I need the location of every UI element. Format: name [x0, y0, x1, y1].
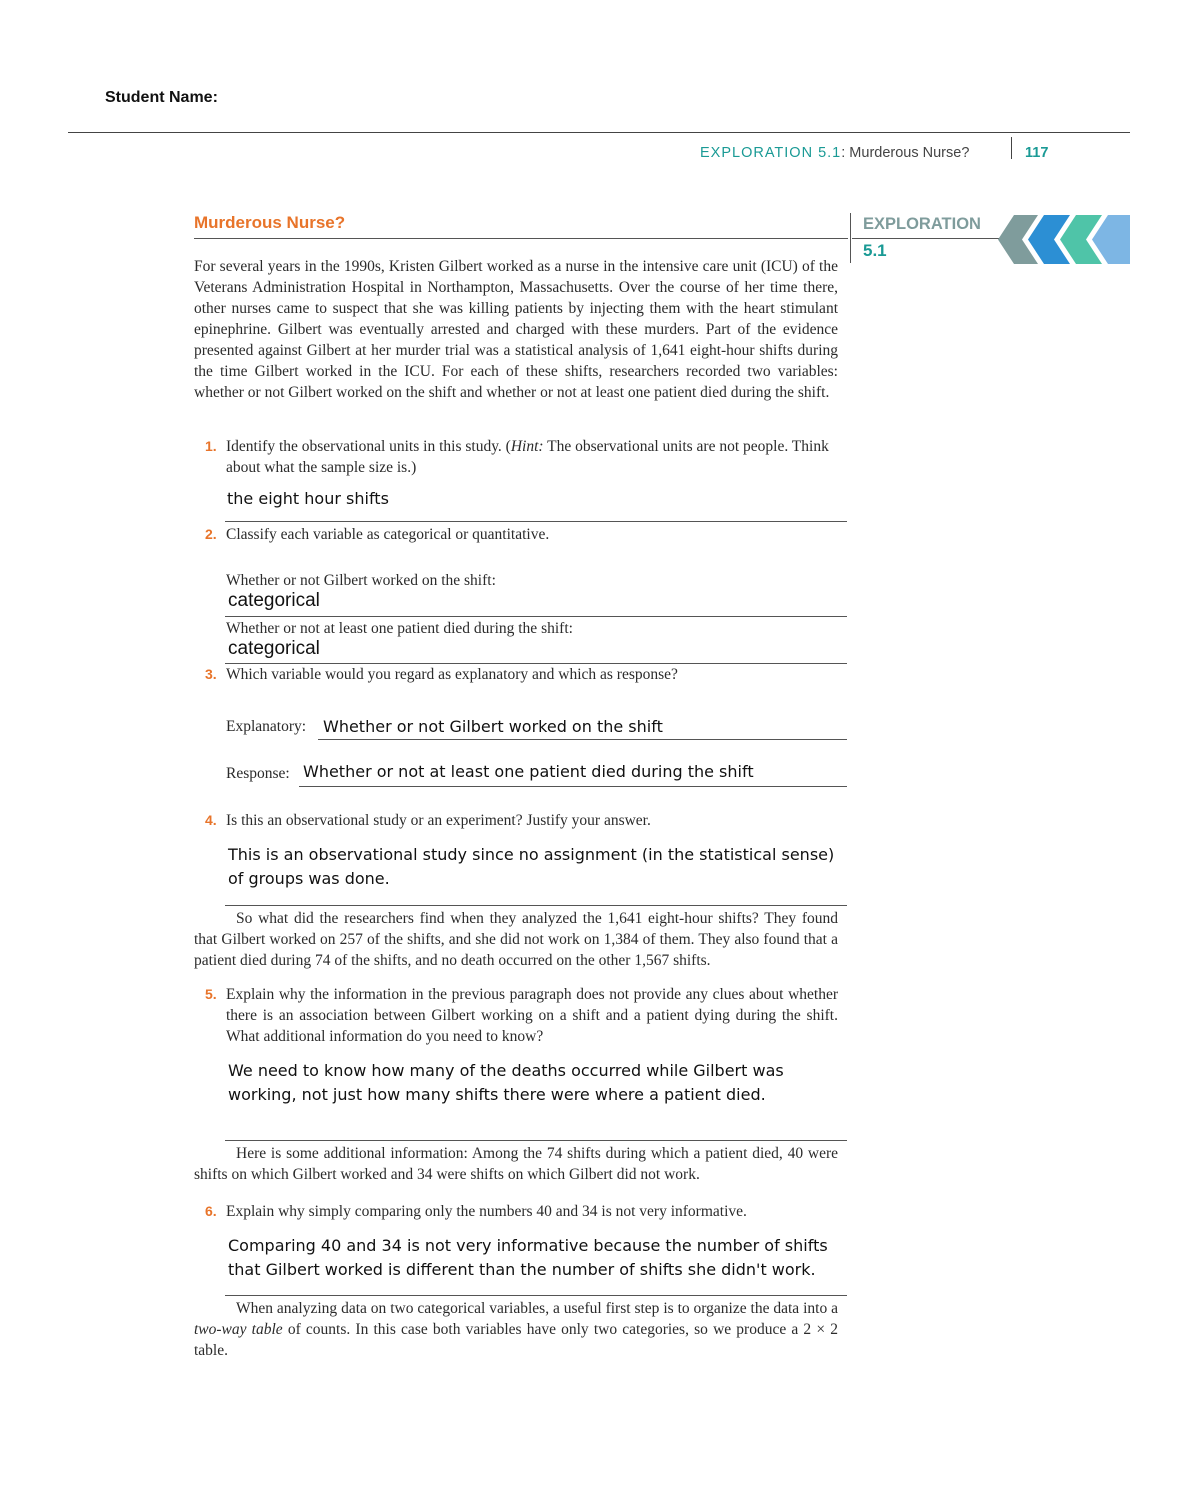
response-answer-field[interactable]: Whether or not at least one patient died during the shift — [303, 762, 754, 781]
var2-label: Whether or not at least one patient died during the shift: — [226, 620, 573, 637]
question-2-number: 2. — [205, 526, 217, 542]
question-3-text: Which variable would you regard as explanatory and which as response? — [226, 666, 678, 683]
var2-answer-field[interactable]: categorical — [228, 638, 320, 659]
running-head-divider — [1011, 137, 1012, 159]
chevron-lightblue-icon — [1092, 215, 1130, 264]
question-1-text-a: Identify the observational units in this study. ( — [226, 438, 511, 455]
answer-6-field[interactable]: Comparing 40 and 34 is not very informative because the number of shifts that Gilbert worked is different than the number of shifts she didn't work. — [228, 1236, 828, 1279]
answer-4-field[interactable]: This is an observational study since no assignment (in the statistical sense) of groups was done. — [228, 845, 835, 888]
explanatory-label: Explanatory: — [226, 718, 307, 735]
question-5-text: Explain why the information in the previous paragraph does not provide any clues about whether there is an association between Gilbert working on a shift and a patient dying during the shift. What additional information do you need to know? — [226, 986, 838, 1045]
running-head-prefix: EXPLORATION 5.1 — [700, 145, 842, 161]
var1-answer-field[interactable]: categorical — [228, 590, 320, 611]
question-6-text: Explain why simply comparing only the numbers 40 and 34 is not very informative. — [226, 1203, 747, 1220]
question-2-text: Classify each variable as categorical or quantitative. — [226, 526, 550, 543]
findings-paragraph: So what did the researchers find when they analyzed the 1,641 eight-hour shifts? They found that Gilbert worked on 257 of the shifts, and she did not work on 1,384 of them. They also found that a patient died during 74 of the shifts, and no death occurred on the other 1,567 shifts. — [194, 910, 838, 969]
student-name-label: Student Name: — [105, 89, 218, 106]
answer-6-line — [225, 1295, 847, 1296]
answer-1-field[interactable]: the eight hour shifts — [227, 489, 389, 508]
var1-label: Whether or not Gilbert worked on the shift: — [226, 572, 496, 589]
question-1-text — [226, 436, 845, 478]
two-way-table-paragraph — [194, 1298, 838, 1361]
answer-5-line — [225, 1140, 847, 1141]
question-1-hint: Hint: — [510, 438, 544, 455]
answer-1-line — [225, 521, 847, 522]
page-number: 117 — [1025, 145, 1049, 161]
explanatory-answer-field[interactable]: Whether or not Gilbert worked on the shift — [323, 717, 663, 736]
additional-info-paragraph: Here is some additional information: Among the 74 shifts during which a patient died, 40 were shifts on which Gilbert worked and 34 were shifts on which Gilbert did not work. — [194, 1145, 838, 1183]
badge-rule — [852, 238, 1000, 239]
question-1-number: 1. — [205, 438, 217, 454]
badge-divider — [850, 213, 851, 263]
badge-number: 5.1 — [863, 241, 887, 260]
page-title: Murderous Nurse? — [194, 213, 346, 232]
response-line — [299, 786, 847, 787]
running-head — [700, 145, 969, 161]
two-way-text-b: of counts. In this case both variables have only two categories, so we produce a 2 × 2 table. — [194, 1321, 838, 1359]
chevron-banner-icon — [998, 215, 1130, 264]
intro-paragraph: For several years in the 1990s, Kristen Gilbert worked as a nurse in the intensive care unit (ICU) of the Veterans Administration Hospital in Northampton, Massachusetts. Over the course of her time there, other nurses came to suspect that she was killing patients by injecting them with the heart stimulant epinephrine. Gilbert was eventually arrested and charged with these murders. Part of the evidence presented against Gilbert at her murder trial was a statistical analysis of 1,641 eight-hour shifts during the time Gilbert worked in the ICU. For each of these shifts, researchers recorded two variables: whether or not Gilbert worked on the shift and whether or not at least one patient died during the shift. — [194, 258, 838, 401]
title-rule — [194, 238, 848, 239]
two-way-emph: two-way table — [194, 1321, 283, 1338]
explanatory-line — [318, 739, 847, 740]
answer-5-field[interactable]: We need to know how many of the deaths occurred while Gilbert was working, not just how many shifts there were where a patient died. — [228, 1061, 784, 1104]
question-5-number: 5. — [205, 986, 217, 1002]
two-way-text-a: When analyzing data on two categorical variables, a useful first step is to organize the data into a — [236, 1300, 838, 1317]
question-4-text: Is this an observational study or an experiment? Justify your answer. — [226, 812, 651, 829]
answer-4-line — [225, 905, 847, 906]
question-4-number: 4. — [205, 812, 217, 828]
header-rule — [68, 132, 1130, 133]
badge-label: EXPLORATION — [863, 215, 981, 233]
question-3-number: 3. — [205, 666, 217, 682]
question-6-number: 6. — [205, 1203, 217, 1219]
response-label: Response: — [226, 765, 290, 782]
var1-answer-line — [225, 616, 847, 617]
running-head-title: : Murderous Nurse? — [841, 145, 970, 161]
question-1-text-b: The observational units are not people. Think about what the sample size is.) — [226, 438, 829, 476]
